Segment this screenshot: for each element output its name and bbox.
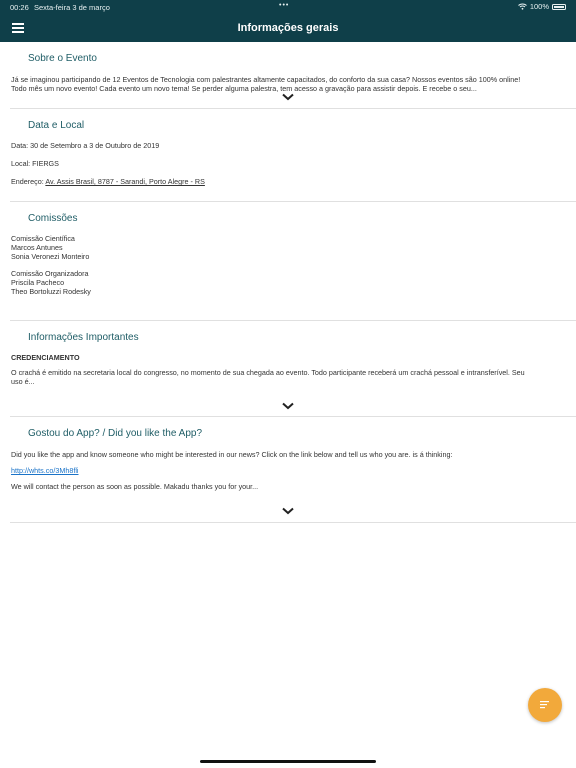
committee-line: Theo Bortoluzzi Rodesky	[11, 287, 91, 296]
section-comissoes	[0, 202, 576, 320]
battery-icon	[552, 4, 566, 10]
section-gostou-app	[0, 417, 576, 522]
fab-button[interactable]	[528, 688, 562, 722]
status-time: 00:26	[10, 3, 29, 12]
chevron-down-icon[interactable]	[281, 402, 295, 410]
chevron-down-icon[interactable]	[281, 507, 295, 515]
section-text: Did you like the app and know someone who might be interested in our news? Click on the link below and tell us who you are. is á thinking:	[11, 450, 453, 459]
section-text-line: uso é...	[11, 377, 35, 386]
section-informacoes-importantes	[0, 321, 576, 416]
home-indicator[interactable]	[200, 760, 376, 763]
section-title: Comissões	[28, 213, 78, 224]
committee-line: Sonia Veronezi Monteiro	[11, 252, 90, 261]
status-right	[518, 2, 566, 11]
chevron-down-icon[interactable]	[281, 93, 295, 101]
section-title: Gostou do App? / Did you like the App?	[28, 428, 203, 439]
section-title: Informações Importantes	[28, 332, 139, 343]
committee-line: Comissão Organizadora	[11, 269, 89, 278]
status-date: Sexta-feira 3 de março	[34, 3, 110, 12]
address-label: Endereço:	[11, 177, 46, 186]
status-bar	[0, 0, 576, 14]
event-local: Local: FIERGS	[11, 159, 59, 168]
committee-line: Priscila Pacheco	[11, 278, 65, 287]
section-sobre-evento	[0, 42, 576, 108]
section-title: Data e Local	[28, 120, 85, 131]
event-address	[11, 177, 205, 186]
app-bar	[0, 14, 576, 42]
committee-line: Marcos Antunes	[11, 243, 63, 252]
section-subtitle: CREDENCIAMENTO	[11, 353, 80, 362]
section-text-line: O crachá é emitido na secretaria local do congresso, no momento de sua chegada ao evento. Todo participante receberá um crachá pessoal e intransferível. Seu	[11, 368, 525, 377]
list-icon	[540, 701, 550, 709]
share-link[interactable]: http://whts.co/3Mh8fli	[11, 466, 79, 475]
battery-percentage: 100%	[529, 2, 549, 11]
section-text: We will contact the person as soon as possible. Makadu thanks you for your...	[11, 482, 259, 491]
address-link[interactable]: Av. Assis Brasil, 8787 - Sarandi, Porto Alegre - RS	[45, 177, 205, 186]
section-data-local	[0, 109, 576, 201]
section-text-line: Já se imaginou participando de 12 Eventos de Tecnologia com palestrantes altamente capacitados, do conforto da sua casa? Nossos eventos são 100% online!	[11, 75, 521, 84]
section-text-line: Todo mês um novo evento! Cada evento um novo tema! Se perder alguma palestra, tem acesso a gravação para assistir depois. E recebe o seu...	[11, 84, 477, 93]
event-date: Data: 30 de Setembro a 3 de Outubro de 2019	[11, 141, 160, 150]
section-title: Sobre o Evento	[28, 53, 97, 64]
divider	[10, 522, 576, 523]
page-title: Informações gerais	[237, 22, 339, 34]
committee-line: Comissão Científica	[11, 234, 75, 243]
wifi-icon	[518, 3, 527, 10]
multitask-dots[interactable]: •••	[279, 2, 290, 9]
